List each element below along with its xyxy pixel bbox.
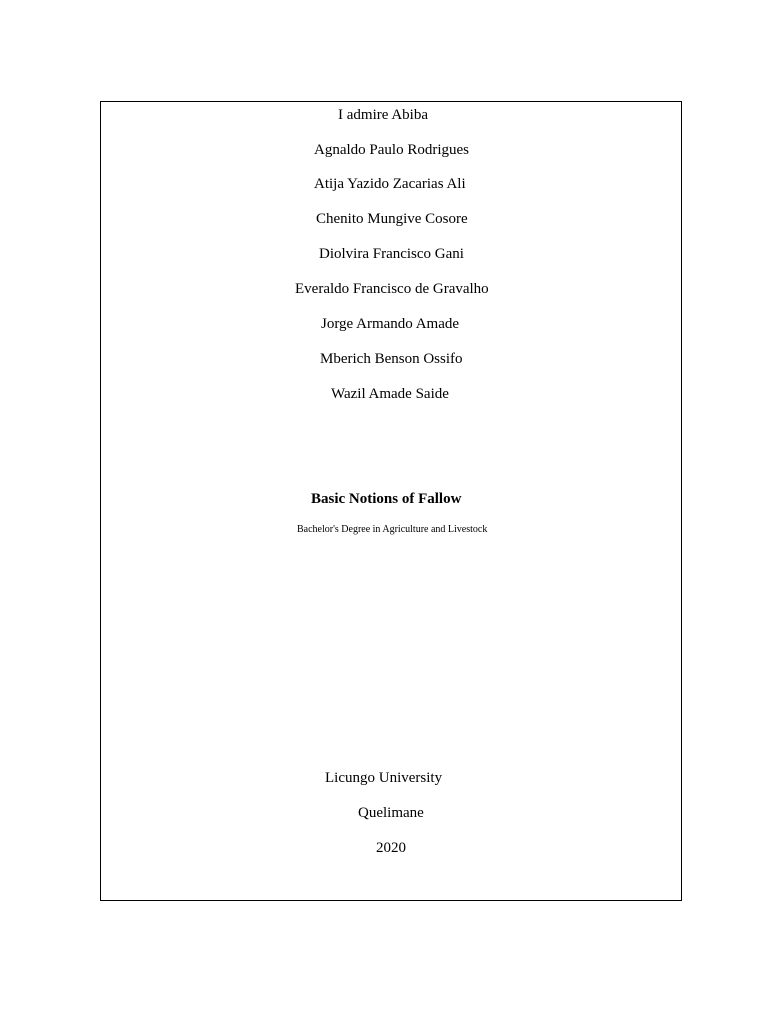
document-title: Basic Notions of Fallow — [311, 491, 462, 507]
author-name: I admire Abiba — [338, 107, 428, 123]
author-name: Atija Yazido Zacarias Ali — [314, 176, 466, 192]
degree-subtitle: Bachelor's Degree in Agriculture and Livestock — [297, 524, 488, 535]
publication-year: 2020 — [376, 840, 406, 856]
author-name: Agnaldo Paulo Rodrigues — [314, 142, 469, 158]
author-name: Jorge Armando Amade — [321, 316, 460, 332]
author-name: Diolvira Francisco Gani — [319, 246, 464, 262]
author-name: Chenito Mungive Cosore — [316, 211, 468, 227]
city-name: Quelimane — [358, 805, 424, 821]
author-name: Mberich Benson Ossifo — [320, 351, 463, 367]
institution-name: Licungo University — [325, 770, 443, 786]
author-name: Wazil Amade Saide — [331, 386, 449, 402]
author-name: Everaldo Francisco de Gravalho — [295, 281, 489, 297]
